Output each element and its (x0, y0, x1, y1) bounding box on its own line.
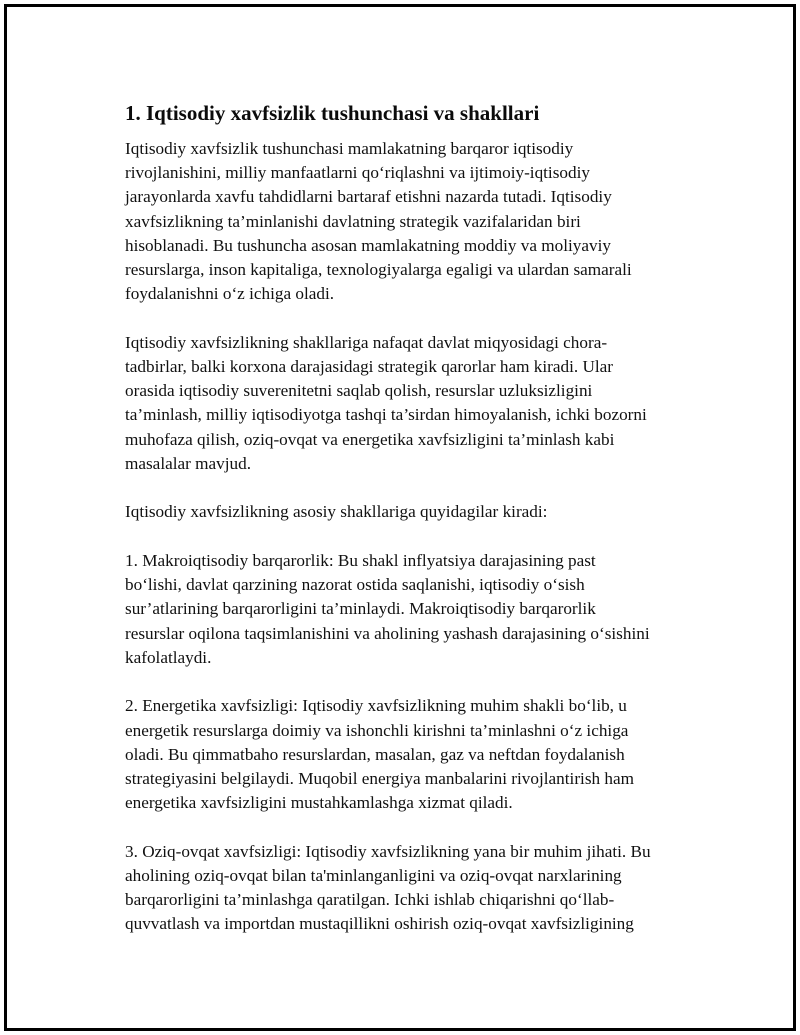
text-line: resurslarga, inson kapitaliga, texnologiyalarga egaligi va ulardan samarali (125, 260, 632, 280)
text-line: jarayonlarda xavfu tahdidlarni bartaraf etishni nazarda tutadi. Iqtisodiy (125, 187, 612, 207)
page-frame (4, 4, 796, 1031)
text-line: foydalanishni o‘z ichiga oladi. (125, 284, 335, 304)
paragraph-2 (125, 331, 701, 476)
text-line: Iqtisodiy xavfsizlikning shakllariga nafaqat davlat miqyosidagi chora- (125, 332, 608, 352)
text-line: 1. Makroiqtisodiy barqarorlik: Bu shakl inflyatsiya darajasining past (125, 551, 596, 571)
section-heading: 1. Iqtisodiy xavfsizlik tushunchasi va shakllari (125, 101, 540, 125)
text-line: aholining oziq-ovqat bilan ta'minlanganligini va oziq-ovqat narxlarining (125, 866, 622, 886)
text-line: masalalar mavjud. (125, 453, 251, 473)
text-line: oladi. Bu qimmatbaho resurslardan, masalan, gaz va neftdan foydalanish (125, 744, 625, 764)
text-line: hisoblanadi. Bu tushuncha asosan mamlakatning moddiy va moliyaviy (125, 235, 611, 255)
text-line: rivojlanishini, milliy manfaatlarni qo‘riqlashni va ijtimoiy-iqtisodiy (125, 163, 590, 183)
text-line: 3. Oziq-ovqat xavfsizligi: Iqtisodiy xavfsizlikning yana bir muhim jihati. Bu (125, 841, 651, 861)
text-line: xavfsizlikning ta’minlanishi davlatning strategik vazifalaridan biri (125, 211, 581, 231)
text-line: tadbirlar, balki korxona darajasidagi strategik qarorlar ham kiradi. Ular (125, 357, 614, 377)
paragraph-3 (125, 500, 701, 524)
document-body (121, 99, 701, 961)
text-line: bo‘lishi, davlat qarzining nazorat ostida saqlanishi, iqtisodiy o‘sish (125, 575, 585, 595)
paragraph-4 (125, 549, 701, 670)
text-line: energetik resurslarga doimiy va ishonchli kirishni ta’minlashni o‘z ichiga (125, 720, 629, 740)
text-line: sur’atlarining barqarorligini ta’minlaydi. Makroiqtisodiy barqarorlik (125, 599, 596, 619)
text-line: quvvatlash va importdan mustaqillikni oshirish oziq-ovqat xavfsizligining (125, 914, 634, 934)
text-line: Iqtisodiy xavfsizlik tushunchasi mamlakatning barqaror iqtisodiy (125, 139, 574, 158)
text-line: barqarorligini ta’minlashga qaratilgan. Ichki ishlab chiqarishni qo‘llab- (125, 890, 615, 910)
text-line: 2. Energetika xavfsizligi: Iqtisodiy xavfsizlikning muhim shakli bo‘lib, u (125, 696, 627, 716)
text-line: strategiyasini belgilaydi. Muqobil energiya manbalarini rivojlantirish ham (125, 769, 634, 789)
text-line: energetika xavfsizligini mustahkamlashga xizmat qiladi. (125, 793, 513, 813)
text-line: Iqtisodiy xavfsizlikning asosiy shakllariga quyidagilar kiradi: (125, 502, 548, 522)
text-line: orasida iqtisodiy suverenitetni saqlab qolish, resurslar uzluksizligini (125, 381, 593, 401)
text-line: muhofaza qilish, oziq-ovqat va energetika xavfsizligini ta’minlash kabi (125, 429, 615, 449)
text-line: resurslar oqilona taqsimlanishini va aholining yashash darajasining o‘sishini (125, 623, 650, 643)
text-line: kafolatlaydi. (125, 647, 212, 667)
paragraph-1 (125, 137, 701, 306)
paragraph-5 (125, 694, 701, 815)
text-line: ta’minlash, milliy iqtisodiyotga tashqi ta’sirdan himoyalanish, ichki bozorni (125, 405, 647, 425)
paragraph-6 (125, 840, 701, 937)
